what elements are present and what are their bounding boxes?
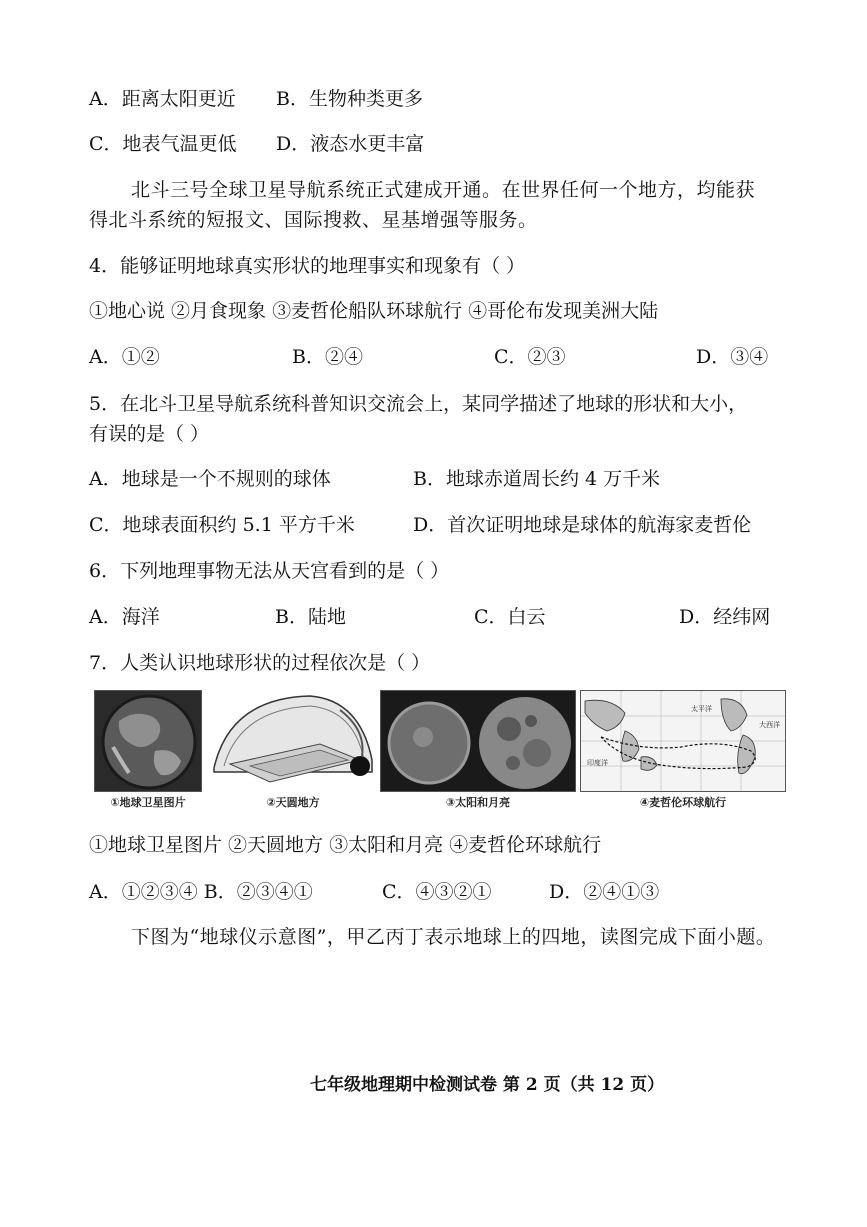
q7-items: ①地球卫星图片 ②天圆地方 ③太阳和月亮 ④麦哲伦环球航行 (89, 834, 602, 856)
q6-stem: 6．下列地理事物无法从天宫看到的是（ ） (89, 560, 450, 582)
q5-option-a: A．地球是一个不规则的球体 (89, 468, 331, 490)
q6-option-b: B．陆地 (275, 606, 346, 628)
intro-globe-diagram: 下图为“地球仪示意图”，甲乙丙丁表示地球上的四地，读图完成下面小题。 (131, 926, 776, 948)
map-label-pacific: 太平洋 (691, 705, 712, 713)
round-sky-image (210, 690, 376, 792)
q4-stem: 4．能够证明地球真实形状的地理事实和现象有（ ） (89, 255, 526, 277)
caption-round-sky: ②天圆地方 (266, 796, 320, 809)
figure-round-sky-square-earth (210, 690, 376, 816)
caption-sun-moon: ③太阳和月亮 (445, 796, 511, 809)
q4-option-c: C．②③ (494, 346, 566, 368)
q4-option-a: A．①② (89, 346, 160, 368)
intro-paragraph-line-2: 得北斗系统的短报文、国际搜救、星基增强等服务。 (89, 209, 538, 231)
figure-magellan-voyage (580, 690, 786, 816)
sun-moon-image (380, 690, 576, 792)
q6-option-d: D．经纬网 (679, 606, 771, 628)
q7-option-ab: A．①②③④ B．②③④① (89, 881, 313, 903)
figure-earth-satellite (94, 690, 202, 816)
q4-option-b: B．②④ (292, 346, 363, 368)
q7-option-c: C．④③②① (382, 881, 492, 903)
q5-option-b: B．地球赤道周长约 4 万千米 (413, 468, 661, 490)
figure-sun-and-moon (380, 690, 576, 816)
q5-stem-line-2: 有误的是（ ） (89, 423, 210, 445)
map-label-indian: 印度洋 (587, 759, 608, 767)
earth-satellite-image (94, 690, 202, 792)
q7-stem: 7．人类认识地球形状的过程依次是（ ） (89, 652, 431, 674)
q6-option-c: C．白云 (474, 606, 546, 628)
q7-option-d: D．②④①③ (549, 881, 660, 903)
caption-earth-satellite: ①地球卫星图片 (110, 796, 186, 809)
world-map-image (580, 690, 786, 792)
q5-stem-line-1: 5．在北斗卫星导航系统科普知识交流会上，某同学描述了地球的形状和大小， (89, 393, 748, 415)
q4-option-d: D．③④ (696, 346, 769, 368)
q5-option-d: D．首次证明地球是球体的航海家麦哲伦 (413, 514, 752, 536)
intro-paragraph-line-1: 北斗三号全球卫星导航系统正式建成开通。在世界任何一个地方，均能获 (131, 179, 756, 201)
q5-option-c: C．地球表面积约 5.1 平方千米 (89, 514, 355, 536)
q3-option-b: B．生物种类更多 (276, 88, 423, 110)
caption-magellan: ④麦哲伦环球航行 (639, 796, 727, 809)
q3-option-a: A．距离太阳更近 (89, 88, 236, 110)
page-footer: 七年级地理期中检测试卷 第 2 页（共 12 页） (310, 1075, 665, 1095)
q3-option-c: C．地表气温更低 (89, 133, 237, 155)
q3-option-d: D．液态水更丰富 (276, 133, 425, 155)
map-label-atlantic: 大西洋 (759, 721, 780, 729)
q4-items: ①地心说 ②月食现象 ③麦哲伦船队环球航行 ④哥伦布发现美洲大陆 (89, 300, 659, 322)
q6-option-a: A．海洋 (89, 606, 160, 628)
